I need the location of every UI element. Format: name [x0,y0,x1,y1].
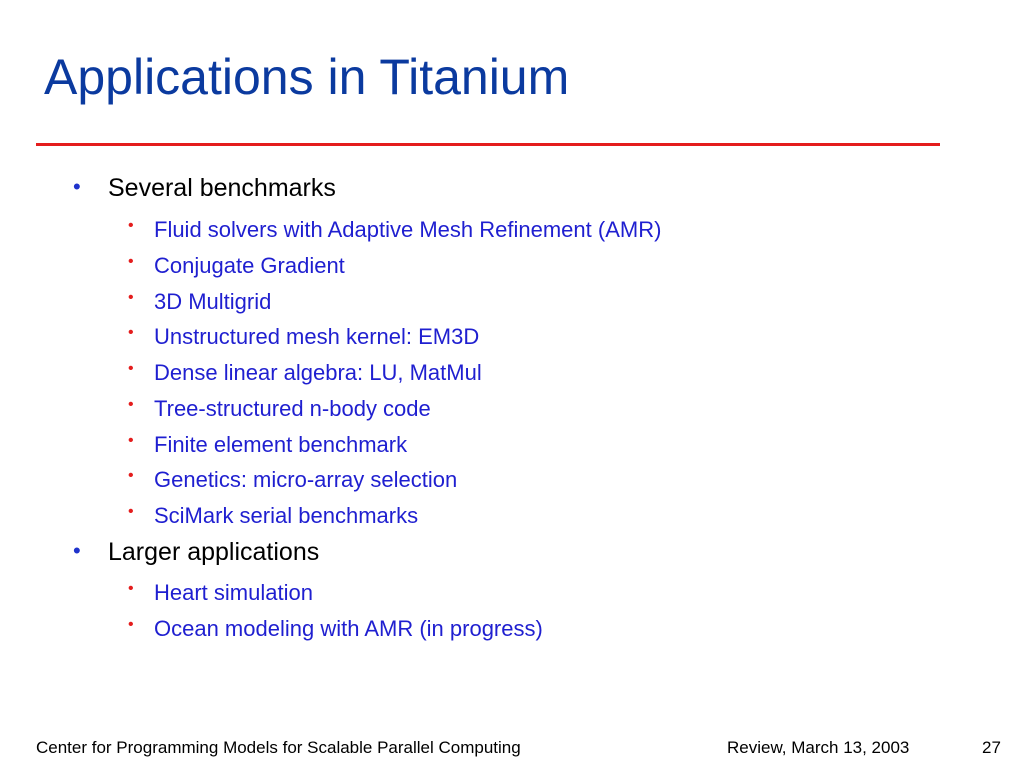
sub-bullet-text: Unstructured mesh kernel: EM3D [154,324,480,349]
bullet-icon: • [128,217,134,234]
bullet-icon: • [73,538,81,563]
bullet-icon: • [128,503,134,520]
sub-bullet-text: Heart simulation [154,580,313,605]
sub-bullet-text: Tree-structured n-body code [154,396,431,421]
bullet-icon: • [128,616,134,633]
slide-title: Applications in Titanium [44,49,570,105]
footer-date: Review, March 13, 2003 [727,738,910,757]
footer-organization: Center for Programming Models for Scalable Parallel Computing [36,738,521,757]
bullet-icon: • [128,467,134,484]
bullet-text: Several benchmarks [108,174,336,202]
bullet-icon: • [128,396,134,413]
sub-bullet-text: SciMark serial benchmarks [154,503,419,528]
bullet-text: Larger applications [108,538,320,566]
bullet-icon: • [128,432,134,449]
sub-bullet-text: Ocean modeling with AMR (in progress) [154,616,543,641]
slide-number: 27 [982,738,1001,757]
bullet-icon: • [128,253,134,270]
bullet-icon: • [128,289,134,306]
bullet-icon: • [128,324,134,341]
bullet-icon: • [128,360,134,377]
sub-bullet-text: Fluid solvers with Adaptive Mesh Refinement (AMR) [154,217,662,242]
sub-bullet-text: Genetics: micro-array selection [154,467,458,492]
sub-bullet-text: Dense linear algebra: LU, MatMul [154,360,482,385]
bullet-icon: • [128,580,134,597]
sub-bullet-text: Conjugate Gradient [154,253,345,278]
sub-bullet-text: 3D Multigrid [154,289,272,314]
sub-bullet-text: Finite element benchmark [154,432,408,457]
bullet-icon: • [73,174,81,199]
title-underline [36,143,940,146]
